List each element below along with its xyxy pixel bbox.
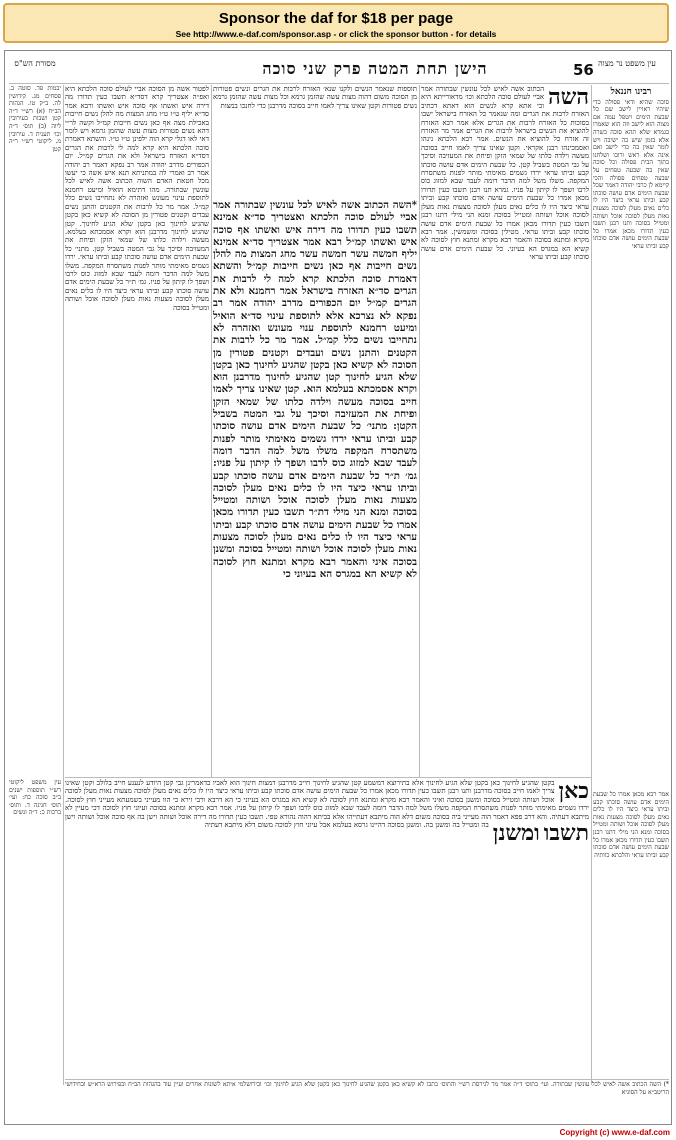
rabbeinu-chananel-continued (593, 791, 669, 1121)
gemara-text: הכתוב אשה לאיש לכל עונשין שבתורה אמר אביי לעולם סוכה הלכתא ואצטריך סד״א אמינא תשבו כעין תדורו מה דירה איש ואשתו אף סוכה איש ואשתו קמ״ל רבא אמר אצטריך סד״א אמינא יליף חמשה עשר חמשה עשר מחג המצות מה להלן נשים חייבות אף כאן נשים חייבות קמ״ל והשתא דאמרת סוכה הלכתא קרא למה לי לרבות את הגרים סד״א האזרח בישראל אמר רחמנא ולא את הגרים קמ״ל יום הכפורים מדרב יהודה אמר רב נפקא לא נצרכא אלא לתוספת עינוי סד״א הואיל ומיעט רחמנא לתוספת ענוי מעונש ואזהרה לא נתחייבו נשים כלל קמ״ל. אמר מר כל לרבות את הקטנים והתנן נשים ועבדים וקטנים פטורין מן הסוכה לא קשיא כאן בקטן שהגיע לחינוך כאן בקטן שלא הגיע לחינוך קטן שהגיע לחינוך מדרבנן הוא וקרא אסמכתא בעלמא הוא. קטן שאינו צריך לאמו חייב בסוכה מעשה וילדה כלתו של שמאי הזקן ופיחת את המעזיבה וסיכך על גבי המטה בשביל הקטן: מתני׳ כל שבעת הימים אדם עושה סוכתו קבע וביתו עראי ירדו גשמים מאימתי מותר לפנות משתסרח המקפה משלו משל למה הדבר דומה לעבד שבא למזוג כוס לרבו ושפך לו קיתון על פניו: גמ׳ ת״ר כל שבעת הימים אדם עושה סוכתו קבע וביתו עראי כיצד היו לו כלים נאים מעלן לסוכה מצעות נאות מעלן לסוכה אוכל ושותה ומטייל בסוכה ומנא הני מילי דת״ר תשבו כעין תדורו מכאן אמרו כל שבעת הימים עושה אדם סוכתו קבע וביתו עראי כיצד היו לו כלים נאים מעלן לסוכה מצעות נאות מעלן לסוכה אוכל ושותה ומטייל בסוכה ומשנן בסוכה איני והאמר רבא מקרא ומתנא חוץ לסוכה לא קשיא הא במגרס הא בעיוני כי (213, 199, 417, 580)
bottom-text: בקטן שהגיע לחינוך כאן בקטן שלא הגיע לחינוך אלא בתירוצא דמשמע קטן שהגיע לחינוך חייב מדרבנן דמצות חינוך הוא לאביו כדאמרינן גבי קטן היודע לנענע חייב בלולב וקטן שאינו צריך לאמו חייב בסוכה מדרבנן ותנו רבנן תשבו כעין תדורו מכאן אמרו כל שבעת הימים עושה אדם סוכתו קבע וביתו עראי כיצד היו לו כלים נאים מעלן לסוכה מצעות נאות מעלן לסוכה אוכל ושותה ומטייל בסוכה ומשנן בסוכה ואיני והאמר רבא מקרא ומתנא חוץ לסוכה לא קשיא הא במגרס הא בעיוני כי הא דרבא ורבי זירא כי הוו מעייני בשמעתא מעייני חוץ לסוכה. ירדו גשמים מאימתי מותר לפנות משתסרח המקפה משלו משל למה הדבר דומה לעבד שבא למזוג כוס לרבו ושפך לו קיתון על פניו. אמר רבא מקרא ומתנא בסוכה ועיוני חוץ לסוכה דכי מעיין לא מיתבא דעתיה. והא דרב פפא דאמר הוה מעייני ביה בסוכה משום דלא הוה מיתבא דעתייהו אלא בביתא דהוה נהורא טפי. תשבו כעין תדורו מה דירה אוכל ושותה וישן בה אף סוכה אוכל ושותה וישן בה ומטייל בה ומשנן בה. ומשנן בסוכה דהיינו גרסא בעלמא אבל עיוני חוץ לסוכה משום דלא מיתבא דעתיה (65, 779, 589, 830)
column-divider-right (591, 85, 592, 1085)
bottom-lead-word: כאן (558, 779, 589, 804)
masoret-hashas-text: יבמות פד. סוטה ב. פסחים מג. קידושין לה. ב״ק טו. הגהות הב״ח (א) רש״י ד״ה קטן ושבות בעירובין ליוה (ב) תוס׳ ד״ה וכו׳ תענית ד. עירובין מ. ליקוטי רש״י ר״ה קטן (9, 85, 61, 153)
column-divider-gemara (211, 85, 212, 777)
talmud-page (4, 50, 672, 1125)
bottom-divider (65, 777, 591, 778)
masoret-hashas-column (9, 85, 61, 775)
rashi-column (421, 85, 589, 775)
rabbeinu-chananel-heading: רבינו חננאל (610, 87, 652, 97)
tosafot-column (65, 85, 209, 775)
column-divider-left (63, 85, 64, 1085)
copyright-link[interactable]: Copyright (c) www.e-daf.com (559, 1128, 670, 1137)
rashi-lead-word: השה (548, 85, 589, 110)
ein-mishpat-column (593, 85, 669, 785)
sponsor-subtitle[interactable]: See http://www.e-daf.com/sponsor.asp - or click the sponsor button - for details (175, 29, 497, 39)
page-number: 56 (573, 61, 594, 79)
column-divider-rashi (419, 85, 420, 777)
rabbeinu-chananel-text-2: אמר רבא מכאן אמרו כל שבעת הימים אדם עושה סוכתו קבע וביתו עראי כיצד היו לו כלים נאים מעלן לסוכה מצעות נאות מעלן לסוכה אוכל ושותה ומטייל בסוכה ומנא הני מילי דתנו רבנן תשבו כעין תדורו מכאן אמרו כל שבעת הימים עושה אדם סוכתו קבע וביתו עראי והלכתא כוותיה (593, 791, 669, 859)
footnote (65, 1081, 669, 1121)
page-header (5, 57, 671, 83)
header-divider (9, 83, 669, 84)
sponsor-banner[interactable] (3, 3, 669, 43)
footnote-text: *) השה הכתוב אשה לאיש לכל עונשין שבתורה. ועי׳ בתוס׳ ד״ה אמר מר לגירסת רש״י והתוס׳ כתבו לא קשיא כאן בקטן שהגיע לחינוך כאן בקטן שלא הגיע לחינוך וכו׳ ובירושלמי איתא לשונות אחרים ועיין עוד בהגהות הב״ח ובפירוש הרא״ש ובחידושי הריטב״א על הסוגיא (65, 1081, 669, 1096)
page-title: הישן תחת המטה פרק שני סוכה (262, 59, 488, 78)
bottom-left-text: עין משפט ליקוטי רש״י תוספות ישנים ב״ב סוכה כח: ועי׳ תוס׳ חגיגה ד. ותוס׳ ברכות כ: ד״ה ונשים (9, 779, 61, 817)
sponsor-title[interactable]: Sponsor the daf for $18 per page (218, 10, 454, 27)
gemara-top-commentary (213, 85, 417, 195)
bottom-lead-word-3: ומשנן (492, 820, 540, 847)
gemara-lead-word: *השה (392, 199, 417, 211)
bottom-left-margin (9, 779, 61, 1079)
rabbeinu-chananel-text: סוכה שהיא ודאי פסולה כדי שיהיו ראויין לישב שם כל שבעת הימים ויטפל עמה אם מצוה הוא לישב וזה הוא שאמרו בגמרא שלא תהא סוכה כשרה אלא בזמן שיש בה ישיבה ויש לומר שאין בה כדי לישב ואם אינה אלא ראש ורובו ושלחנו בתוך הבית פסולה וכל סוכה שאין בה שבעה טפחים על שבעה טפחים פסולה והכי קיימא לן כרבי יהודה דאמר שכל שבעת הימים אדם עושה סוכתו קבע וביתו עראי כיצד היו לו כלים נאים מעלן לסוכה מצעות נאות מעלן לסוכה אוכל ושותה ומטייל בסוכה ותנו רבנן תשבו כעין תדורו מכאן אמרו כל שבעת הימים עושה אדם סוכתו קבע וביתו עראי (593, 98, 669, 250)
gemara-column (213, 199, 417, 774)
gemara-top-text: תוספות שנאמר הנשים ולקנו שנא׳ האזרח לרבות את הגרים ונשים פטורות מן הסוכה משום דהוה מצות עשה שהזמן גרמא וכל מצות עשה שהזמן גרמא נשים פטורות וקטן שאינו צריך לאמו חייב בסוכה מדרבנן כדי לחנכו במצות (213, 85, 417, 110)
bottom-lead-word-2: תשבו (543, 820, 589, 847)
footnote-divider (65, 1079, 669, 1080)
bottom-commentary (65, 779, 589, 1079)
rashi-text: הכתוב אשה לאיש לכל עונשין שבתורה אמר אביי לעולם סוכה הלכתא וכו׳ מדאורייתא היא וכי אתא קרא לנשים הוא דאתא דכתיב האזרח לרבות את הגרים ומה שנאמר כל האזרח בישראל ישבו בסוכות כל האזרח לרבות את הגרים אלא אמר רבא האזרח להוציא את הנשים בישראל לרבות את הגרים אמר מר האזרח זה אזרח כל להוציא את הנשים. אמר רבא הלכתא נינהו ואסמכינהו רבנן אקראי. וקטן שאינו צריך לאמו חייב בסוכה מעשה וילדה כלתו של שמאי הזקן ופיחת את המעזיבה וסיכך על גבי המטה בשביל קטן. כל שבעת הימים אדם עושה סוכתו קבע וביתו עראי ירדו גשמים מאימתי מותר לפנות משתסרח המקפה. משלו משל למה הדבר דומה לעבד שבא למזוג כוס לרבו ושפך לו קיתון על פניו. גמרא תנו רבנן תשבו כעין תדורו מכאן אמרו כל שבעת הימים עושה אדם סוכתו קבע וביתו עראי כיצד היו לו כלים נאים מעלן לסוכה מצעות נאות מעלן לסוכה אוכל ושותה ומטייל בסוכה ומנא הני מילי דתנו רבנן תשבו כעין תדורו מכאן אמרו כל שבעת הימים אדם עושה סוכתו קבע וביתו עראי. מטילין בסוכה ומשמשין. אמר רבא מקרא ומתנא בסוכה והאמר רבא מקרא ומתנא חוץ לסוכה לא קשיא הא במגרס הא בעיוני. כל שבעת הימים אדם עושה סוכתו קבע וביתו עראי (421, 85, 589, 262)
ein-mishpat-label: עין משפט נר מצוה (598, 59, 656, 68)
tosafot-text: לפטור אשה מן הסוכה אביי לעולם סוכה הלכתא היא ואפ״ה אצטריך קרא דסד״א תשבו כעין תדורו מה דירה איש ואשתו אף סוכה איש ואשתו ורבא אמר סד״א יליף ט״ו ט״ו מחג המצות מה להלן נשים חייבות באכילת מצה אף כאן נשים חייבות קמ״ל וקשה לר״י דהא נשים פטורות מצות עשה שהזמן גרמא ויש לומר דאי לאו דגלי קרא הוה ילפינן ט״ו ט״ו. והשתא דאמרת סוכה הלכתא היא קרא למה לי לרבות את הגרים דסד״א האזרח בישראל ולא את הגרים קמ״ל. יום הכפורים מדרב יהודה אמר רב נפקא דאמר רב יהודה אמר רב ואמרי לה במתניתא תנא איש אשה כי יעשו מכל חטאת האדם השוה הכתוב אשה לאיש לכל עונשין שבתורה. מהו דתימא הואיל ומיעט רחמנא לתוספת עינוי מעונש ואזהרה לא נתחייבו נשים כלל קמ״ל. אמר מר כל לרבות את הקטנים והתנן נשים עבדים וקטנים פטורין מן הסוכה לא קשיא כאן בקטן שהגיע לחינוך כאן בקטן שלא הגיע לחינוך. קטן שהגיע לחינוך מדרבנן הוא וקרא אסמכתא בעלמא. מעשה וילדה כלתו של שמאי הזקן ופיחת את המעזיבה וסיכך על גבי המטה בשביל קטן. מתני׳ כל שבעת הימים אדם עושה סוכתו קבע וביתו עראי. ירדו גשמים מאימתי מותר לפנות משתסרח המקפה. משלו משל למה הדבר דומה לעבד שבא למזוג כוס לרבו ושפך לו קיתון על פניו. גמ׳ ת״ר כל שבעת הימים אדם עושה סוכתו קבע וביתו עראי כיצד היו לו כלים נאים מעלן לסוכה מצעות נאות מעלן לסוכה אוכל ושותה ומטייל בסוכה (65, 85, 209, 312)
masoret-hashas-label: מסורת הש"ס (14, 59, 56, 68)
